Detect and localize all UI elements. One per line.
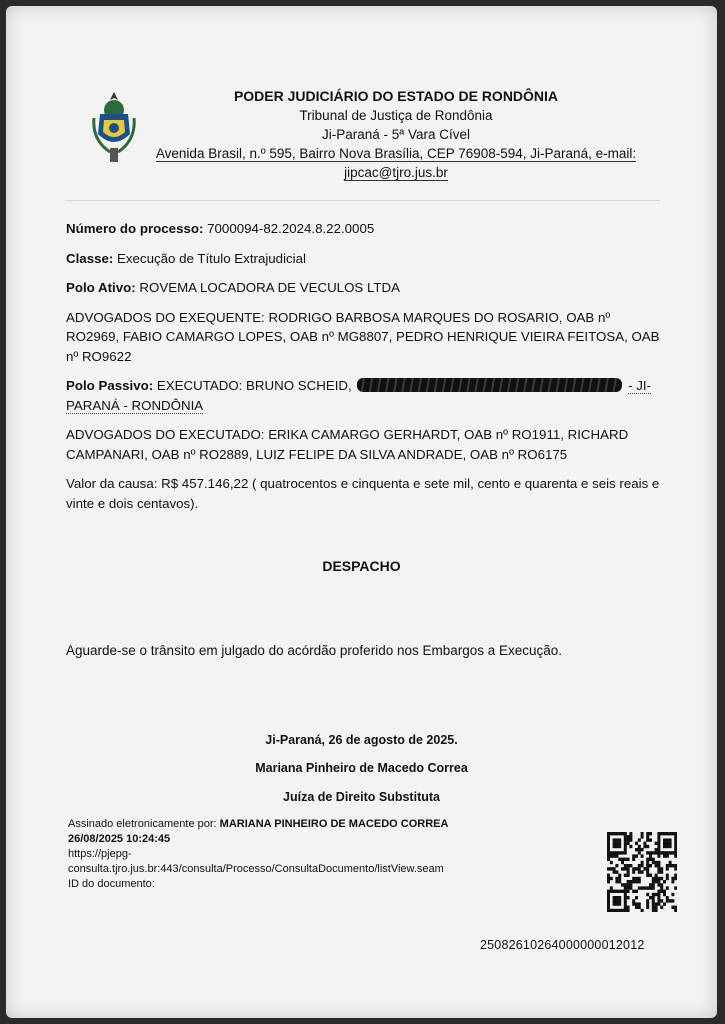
process-number: Número do processo: 7000094-82.2024.8.22.0005 bbox=[66, 221, 375, 236]
despacho-title: DESPACHO bbox=[322, 558, 401, 574]
court-address: Avenida Brasil, n.º 595, Bairro Nova Brasília, CEP 76908-594, Ji-Paraná, e-mail: bbox=[155, 146, 637, 161]
header-divider bbox=[66, 200, 660, 201]
tribunal-name: Tribunal de Justiça de Rondônia bbox=[299, 108, 493, 123]
verification-url-1[interactable]: https://pjepg- bbox=[68, 848, 132, 860]
document-id-number: 25082610264000000012012 bbox=[480, 938, 645, 952]
document-id-label: ID do documento: bbox=[68, 878, 155, 890]
court-email[interactable]: jipcac@tjro.jus.br bbox=[344, 165, 448, 180]
document-header bbox=[6, 6, 717, 196]
passive-party: Polo Passivo: EXECUTADO: BRUNO SCHEID, - JI- PARANÁ - RONDÔNIA bbox=[66, 378, 652, 413]
case-class: Classe: Execução de Título Extrajudicial bbox=[66, 250, 306, 266]
signature-datetime: 26/08/2025 10:24:45 bbox=[68, 833, 171, 845]
plaintiff-lawyers: ADVOGADOS DO EXEQUENTE: RODRIGO BARBOSA MARQUES DO ROSARIO, OAB nº RO2969, FABIO CAMARGO LOPES, OAB nº MG8807, PEDRO HENRIQUE VIEIRA FEITOSA, OAB nº RO9622 bbox=[66, 309, 660, 364]
qr-code-icon bbox=[607, 832, 677, 912]
judge-role: Juíza de Direito Substituta bbox=[283, 790, 440, 804]
redacted-address bbox=[357, 378, 622, 392]
active-party: Polo Ativo: ROVEMA LOCADORA DE VECULOS LTDA bbox=[66, 280, 400, 295]
claim-value: Valor da causa: R$ 457.146,22 ( quatrocentos e cinquenta e sete mil, cento e quarenta e seis reais e vinte e dois centavos). bbox=[66, 476, 660, 511]
electronic-signature-info bbox=[68, 817, 508, 892]
court-title: PODER JUDICIÁRIO DO ESTADO DE RONDÔNIA bbox=[233, 88, 559, 104]
case-details bbox=[66, 219, 666, 523]
document-page bbox=[6, 6, 717, 1018]
verification-url-2[interactable]: consulta.tjro.jus.br:443/consulta/Processo/ConsultaDocumento/listView.seam bbox=[68, 863, 444, 875]
defendant-lawyers: ADVOGADOS DO EXECUTADO: ERIKA CAMARGO GERHARDT, OAB nº RO1911, RICHARD CAMPANARI, OAB nº RO2889, LUIZ FELIPE DA SILVA ANDRADE, OAB nº RO6175 bbox=[66, 427, 629, 462]
coat-of-arms-icon bbox=[92, 90, 136, 166]
place-date: Ji-Paraná, 26 de agosto de 2025. bbox=[265, 733, 458, 747]
despacho-text: Aguarde-se o trânsito em julgado do acórdão proferido nos Embargos a Execução. bbox=[66, 643, 563, 658]
vara-name: Ji-Paraná - 5ª Vara Cível bbox=[321, 127, 471, 142]
judge-name: Mariana Pinheiro de Macedo Correa bbox=[255, 761, 468, 775]
header-text bbox=[146, 86, 646, 182]
signed-by-line: Assinado eletronicamente por: MARIANA PINHEIRO DE MACEDO CORREA bbox=[68, 818, 449, 830]
